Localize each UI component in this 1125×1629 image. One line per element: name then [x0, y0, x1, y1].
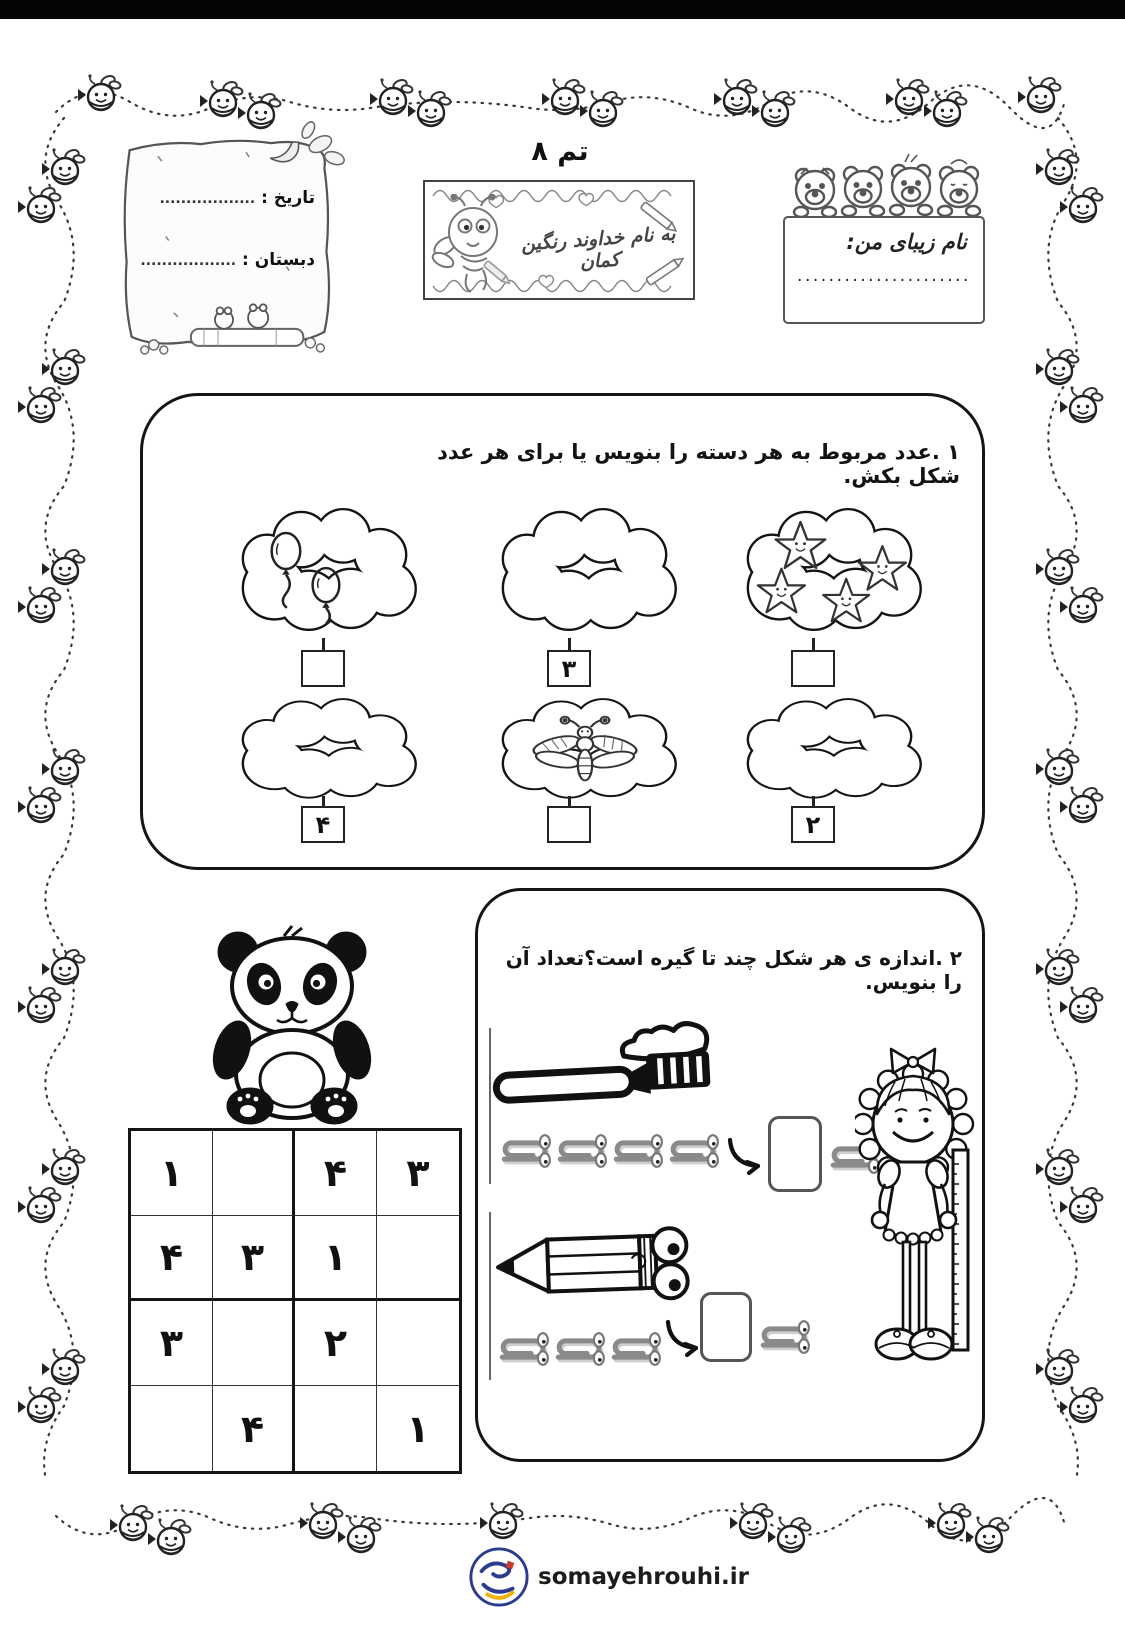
- answer-box-toothbrush[interactable]: [768, 1116, 822, 1192]
- cloud-stem: [322, 796, 325, 806]
- grid-cell[interactable]: [213, 1301, 295, 1386]
- grid-cell: ۱: [295, 1216, 377, 1301]
- paperclip-icon: [665, 1126, 721, 1176]
- scroll-art: [95, 116, 347, 372]
- school-label: دبستان :: [242, 250, 315, 270]
- paperclip-icon: [553, 1126, 609, 1176]
- exercise2-heading: ۲ .اندازه ی هر شکل چند تا گیره است؟تعداد آن را بنویس.: [505, 946, 962, 994]
- answer-box-two: ۲: [791, 806, 835, 843]
- grid-cell[interactable]: [377, 1216, 459, 1301]
- cloud-balloons: [225, 498, 425, 640]
- school-field[interactable]: ..................: [140, 253, 237, 269]
- bismillah-box: [423, 180, 695, 300]
- answer-box-dragonfly[interactable]: [547, 806, 591, 843]
- cloud-empty-2[interactable]: [225, 690, 425, 806]
- grid-cell: ۴: [295, 1131, 377, 1216]
- cloud-stem: [568, 638, 571, 650]
- name-field[interactable]: ......................: [797, 266, 971, 286]
- arrow-icon: [724, 1136, 768, 1178]
- grid-cell[interactable]: [213, 1131, 295, 1216]
- grid-cell[interactable]: [131, 1386, 213, 1471]
- measure-guide-line: [489, 1028, 491, 1184]
- paperclip-icon: [756, 1312, 812, 1362]
- date-label: تاریخ :: [261, 188, 315, 208]
- grid-cell: ۱: [131, 1131, 213, 1216]
- cloud-stem: [322, 638, 325, 650]
- answer-box-pencil[interactable]: [700, 1292, 752, 1362]
- cloud-dragonfly: [485, 690, 685, 806]
- doll-art: [855, 1032, 975, 1377]
- bee-border-left: [8, 112, 108, 1484]
- date-field[interactable]: ..................: [159, 191, 256, 207]
- grid-cell: ۳: [377, 1131, 459, 1216]
- paperclip-icon: [607, 1324, 663, 1374]
- grid-cell: ۴: [213, 1386, 295, 1471]
- answer-box-four: ۴: [301, 806, 345, 843]
- answer-box-stars[interactable]: [791, 650, 835, 687]
- scan-bar-bottom: [0, 0, 1125, 19]
- site-logo-icon: [468, 1546, 530, 1608]
- bee-border-right: [1014, 112, 1114, 1484]
- grid-cell: ۴: [131, 1216, 213, 1301]
- paperclip-icon: [551, 1324, 607, 1374]
- cloud-stem: [812, 638, 815, 650]
- paperclip-icon: [497, 1126, 553, 1176]
- name-box: [783, 216, 985, 324]
- grid-cell: ۲: [295, 1301, 377, 1386]
- number-puzzle-grid: [128, 1128, 462, 1474]
- cloud-empty-1[interactable]: [485, 498, 685, 640]
- watermark-url: somayehrouhi.ir: [538, 1564, 749, 1590]
- panda-art: [198, 922, 386, 1130]
- watermark: [468, 1546, 749, 1608]
- grid-cell[interactable]: [295, 1386, 377, 1471]
- answer-box-three: ۳: [547, 650, 591, 687]
- toothbrush-art: [492, 1018, 722, 1124]
- name-label: نام زیبای من:: [846, 230, 967, 254]
- cloud-stars: [730, 498, 930, 640]
- bee-character: [431, 194, 513, 296]
- paperclip-icon: [495, 1324, 551, 1374]
- grid-cell[interactable]: [377, 1301, 459, 1386]
- cloud-empty-3[interactable]: [730, 690, 930, 806]
- grid-cell: ۳: [131, 1301, 213, 1386]
- measure-guide-line: [489, 1212, 491, 1380]
- pencil-art: [492, 1208, 692, 1320]
- date-line: [130, 188, 315, 208]
- paperclip-icon: [609, 1126, 665, 1176]
- grid-cell: ۳: [213, 1216, 295, 1301]
- bismillah-text: به نام خداوند رنگین کمان: [520, 222, 677, 274]
- teddy-bears: [786, 150, 984, 222]
- theme-title: تم ۸: [531, 136, 589, 167]
- cloud-stem: [812, 796, 815, 806]
- school-line: [130, 250, 315, 270]
- answer-box-balloons[interactable]: [301, 650, 345, 687]
- cloud-stem: [568, 796, 571, 806]
- exercise1-heading: ۱ .عدد مربوط به هر دسته را بنویس یا برای هر عدد شکل بکش.: [437, 440, 960, 488]
- grid-cell: ۱: [406, 1406, 430, 1451]
